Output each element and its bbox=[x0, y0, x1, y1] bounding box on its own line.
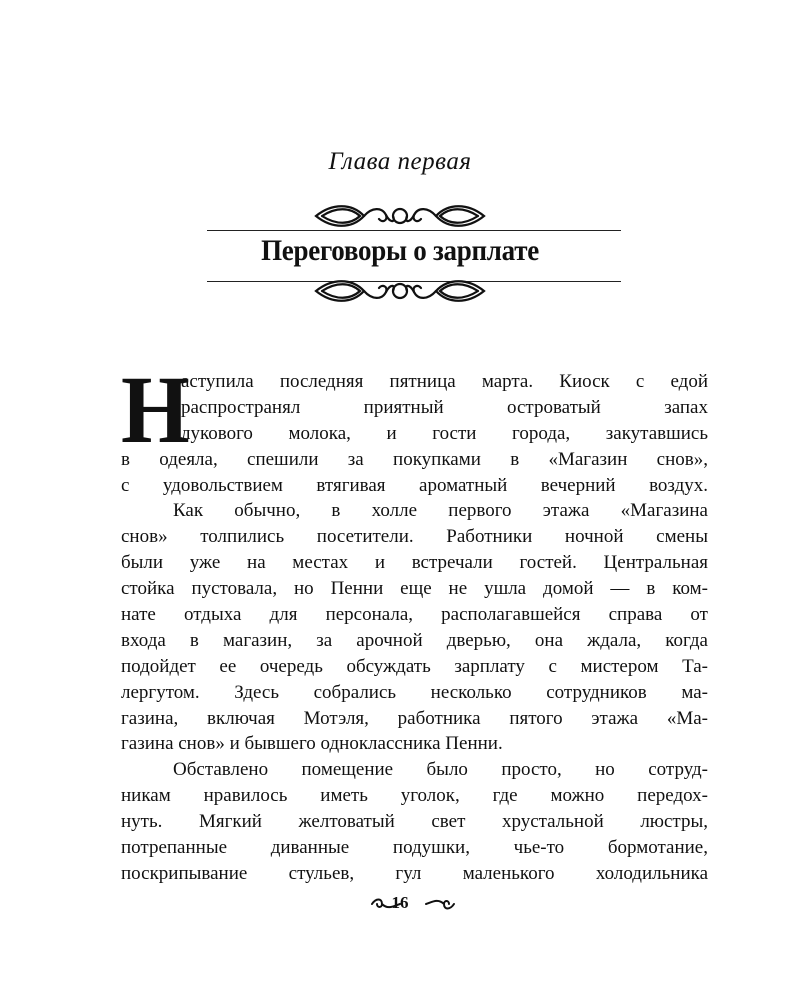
text-line: Обставлено помещение было просто, но сотруд- bbox=[173, 759, 708, 781]
chapter-title: Переговоры о зарплате bbox=[261, 234, 539, 267]
text-line: никам нравилось иметь уголок, где можно передох- bbox=[121, 785, 708, 807]
text-line: с удовольствием втягивая ароматный вечерний воздух. bbox=[121, 474, 708, 496]
text-line: подойдет ее очередь обсуждать зарплату с мистером Та- bbox=[121, 655, 708, 677]
text-line: газина, включая Мотэля, работника пятого этажа «Ма- bbox=[121, 707, 708, 729]
text-line: поскрипывание стульев, гул маленького холодильника bbox=[121, 862, 708, 884]
text-line: потрепанные диванные подушки, чье-то бормотание, bbox=[121, 837, 708, 859]
text-line: аступила последняя пятница марта. Киоск с едой bbox=[181, 371, 708, 392]
text-line: снов» толпились посетители. Работники ночной смены bbox=[121, 526, 708, 548]
flourish-ornament-bottom bbox=[312, 276, 488, 306]
page-number: 16 bbox=[391, 893, 409, 912]
text-line: входа в магазин, за арочной дверью, она ждала, когда bbox=[121, 629, 708, 651]
flourish-ornament-top bbox=[312, 201, 488, 231]
text-line: лукового молока, и гости города, закутавшись bbox=[181, 422, 708, 444]
paragraph bbox=[121, 498, 708, 757]
body-text bbox=[121, 356, 708, 887]
text-line: газина снов» и бывшего одноклассника Пенни. bbox=[121, 733, 503, 755]
drop-cap: Н bbox=[121, 356, 190, 463]
text-line: в одеяла, спешили за покупками в «Магазин снов», bbox=[121, 448, 708, 470]
chapter-label: Глава первая bbox=[328, 148, 472, 175]
page-footer bbox=[0, 892, 800, 918]
paragraph bbox=[121, 356, 708, 498]
text-line: распространял приятный островатый запах bbox=[181, 396, 708, 418]
text-line: нуть. Мягкий желтоватый свет хрустальной люстры, bbox=[121, 811, 708, 833]
title-rule-top bbox=[207, 230, 621, 231]
text-line: нате отдыха для персонала, располагавшейся справа от bbox=[121, 604, 708, 626]
text-line: Как обычно, в холле первого этажа «Магазина bbox=[173, 500, 708, 522]
swirl-right-icon bbox=[424, 896, 456, 912]
text-line: лергутом. Здесь собрались несколько сотрудников ма- bbox=[121, 681, 708, 703]
text-line: стойка пустовала, но Пенни еще не ушла домой — в ком- bbox=[121, 578, 708, 600]
text-line: были уже на местах и встречали гостей. Центральная bbox=[121, 552, 708, 574]
paragraph bbox=[121, 757, 708, 886]
